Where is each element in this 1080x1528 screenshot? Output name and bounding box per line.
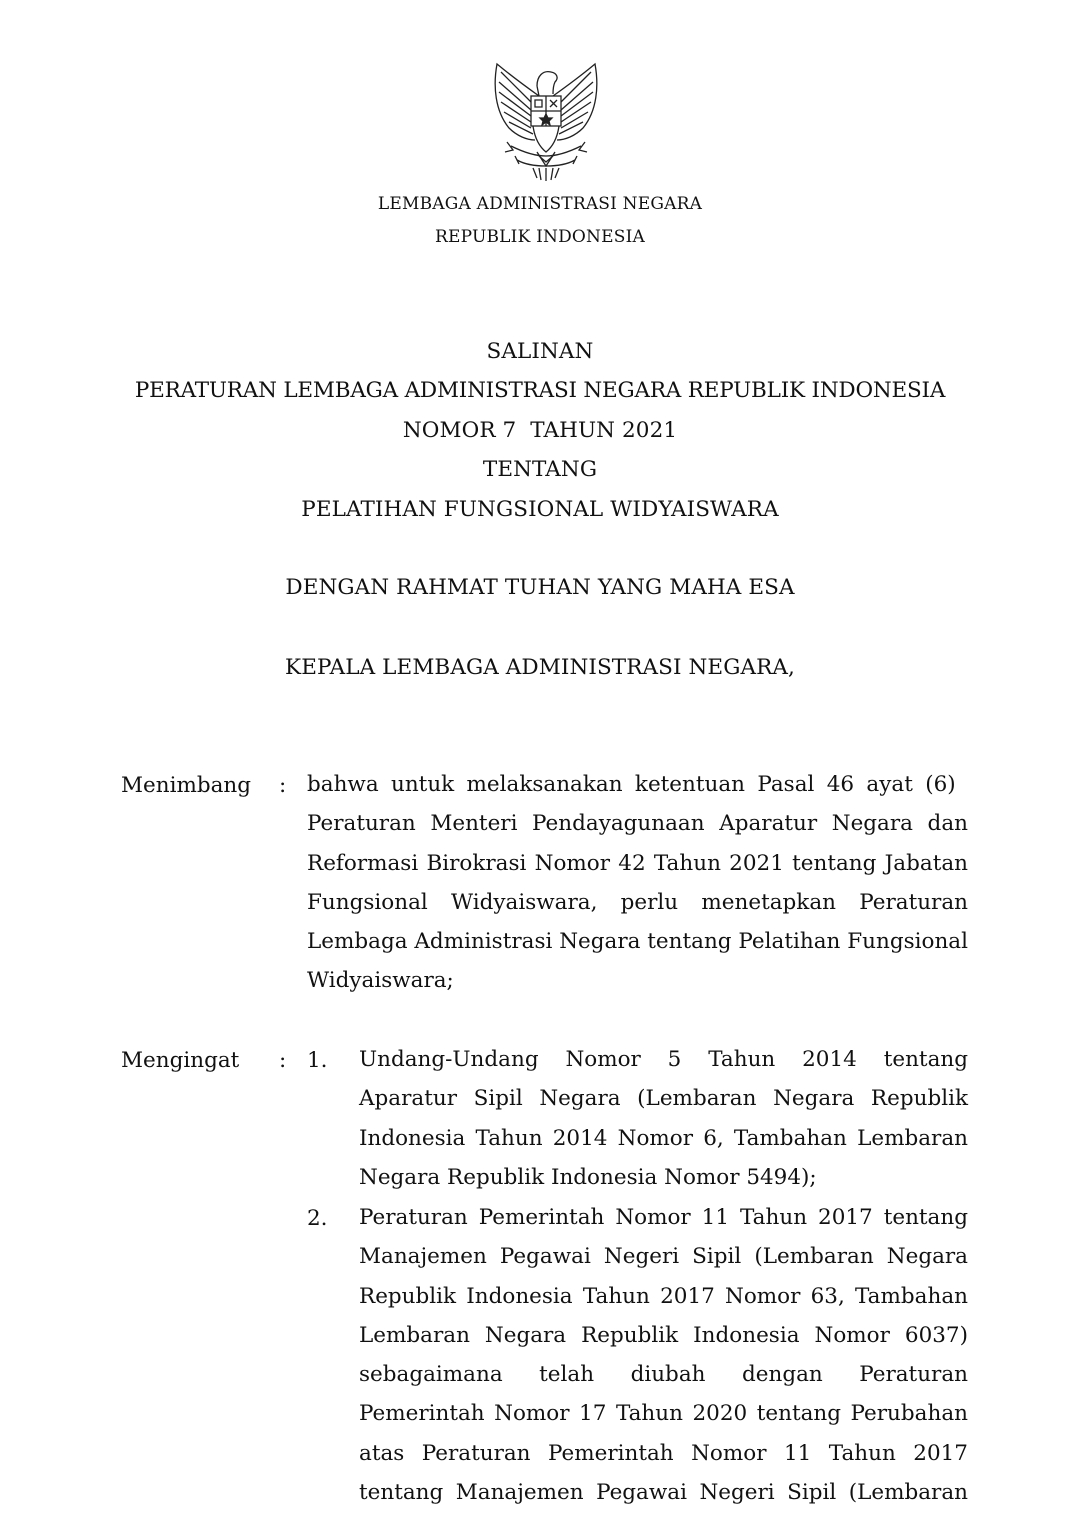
item-line: tentang Manajemen Pegawai Negeri Sipil (Lembaran [359,1480,968,1506]
regulation-number: NOMOR 7 TAHUN 2021 [402,418,678,443]
item-line: Aparatur Sipil Negara (Lembaran Negara Republik [359,1086,968,1112]
menimbang-line: Lembaga Administrasi Negara tentang Pelatihan Fungsional [307,929,968,955]
item-line: atas Peraturan Pemerintah Nomor 11 Tahun 2017 [359,1440,968,1466]
menimbang-line: Peraturan Menteri Pendayagunaan Aparatur Negara dan [307,811,968,837]
regulation-title: PERATURAN LEMBAGA ADMINISTRASI NEGARA REPUBLIK INDONESIA [134,378,946,403]
agency-country: REPUBLIK INDONESIA [435,227,645,247]
item-line: Negara Republik Indonesia Nomor 5494); [359,1164,817,1190]
menimbang-line: Widyaiswara; [307,968,454,994]
item-line: Pemerintah Nomor 17 Tahun 2020 tentang Perubahan [359,1401,968,1427]
about-label: TENTANG [482,457,598,482]
mengingat-item-2 [359,1198,968,1512]
menimbang-colon: : [279,773,287,798]
regulation-subject: PELATIHAN FUNGSIONAL WIDYAISWARA [301,497,779,522]
invocation: DENGAN RAHMAT TUHAN YANG MAHA ESA [285,575,795,600]
menimbang-line: bahwa untuk melaksanakan ketentuan Pasal 46 ayat (6) [307,772,956,797]
copy-label: SALINAN [486,339,594,364]
menimbang-line: Fungsional Widyaiswara, perlu menetapkan Peraturan [307,889,968,915]
item-line: Lembaran Negara Republik Indonesia Nomor 6037) [359,1322,968,1348]
item-line: sebagaimana telah diubah dengan Peraturan [359,1362,968,1388]
mengingat-colon: : [279,1048,287,1073]
menimbang-line: Reformasi Birokrasi Nomor 42 Tahun 2021 tentang Jabatan [307,850,968,876]
item-line: Undang-Undang Nomor 5 Tahun 2014 tentang [359,1047,968,1072]
menimbang-text [307,765,968,1001]
item-line: Manajemen Pegawai Negeri Sipil (Lembaran Negara [359,1244,968,1270]
item-line: Republik Indonesia Tahun 2017 Nomor 63, Tambahan [359,1283,968,1309]
issuing-authority: KEPALA LEMBAGA ADMINISTRASI NEGARA, [285,655,795,680]
item-line: Indonesia Tahun 2014 Nomor 6, Tambahan Lembaran [359,1125,968,1151]
mengingat-item-1 [359,1040,968,1197]
menimbang-label: Menimbang [121,773,252,798]
garuda-emblem-icon [487,56,605,184]
mengingat-label: Mengingat [121,1048,240,1073]
item-line: Peraturan Pemerintah Nomor 11 Tahun 2017 tentang [359,1205,968,1230]
agency-name: LEMBAGA ADMINISTRASI NEGARA [377,194,703,214]
item-number: 2. [307,1206,328,1231]
item-number: 1. [307,1048,328,1073]
